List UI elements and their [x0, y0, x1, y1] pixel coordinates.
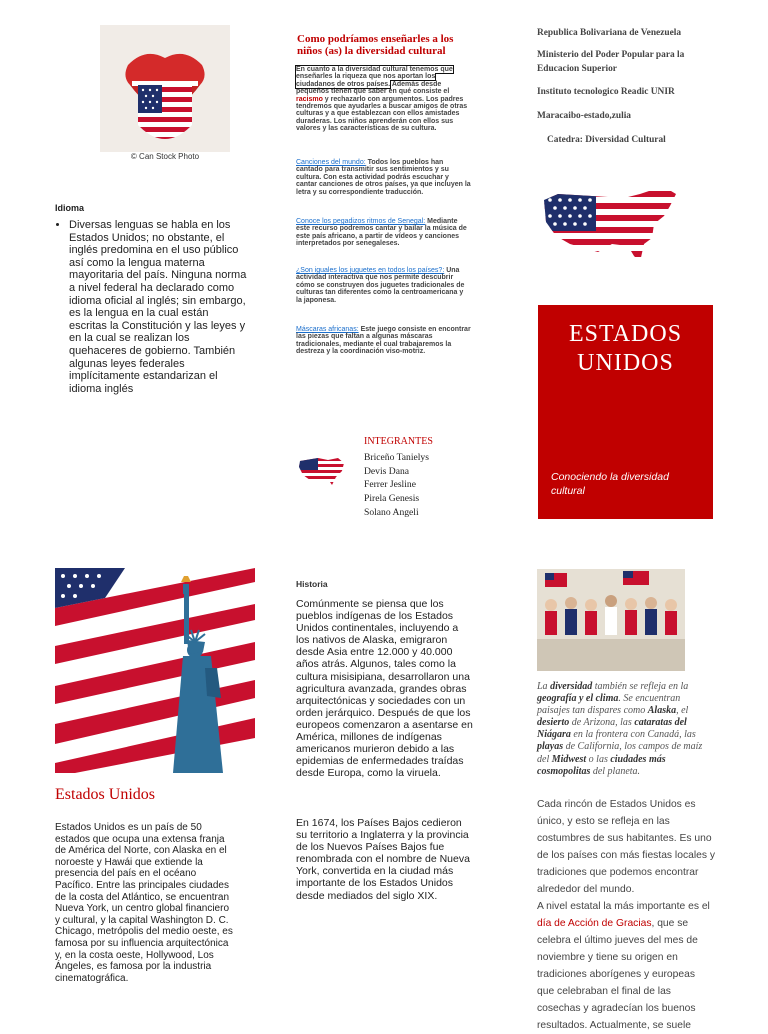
integrantes-heading: INTEGRANTES — [364, 436, 433, 447]
mascaras-link[interactable]: Máscaras africanas: — [296, 326, 359, 333]
text: La — [537, 681, 551, 692]
integrante-item: Ferrer Jesline — [364, 479, 416, 491]
canciones-text: Todos los pueblos han cantado para transmitir sus sentimientos y su cultura. Con esta actividad podrás escuchar y cantar canciones de otros países, ya que incluyen la letra y su correspondiente traducción. — [296, 159, 471, 196]
rincon-text-1: Cada rincón de Estados Unidos es único, y esto se refleja en las costumbres de sus habitantes. Es uno de los países con más fiestas locales y tradiciones que podemos encontrar alrededor del mundo. — [537, 799, 715, 895]
idioma-text: • Diversas lenguas se habla en los Estados Unidos; no obstante, el inglés predomina en el uso público así como la lengua materna mayoritaria del país. Ninguna norma a nivel federal ha declarado como idioma oficial al inglés; sin embargo, es la lengua en la cual están escritas la Constitución y las leyes y en la cual se realizan los quehaceres de gobierno. También algunas leyes federales implícitamente estandarizan el idioma inglés — [69, 219, 249, 395]
text: , el — [676, 705, 689, 717]
mouth-flag-image — [100, 25, 230, 152]
juguetes-link[interactable]: ¿Son iguales los juguetes en todos los países?: — [296, 267, 445, 274]
text: , que se celebra el último jueves del mes de noviembre y tiene su origen en tradiciones aborígenes y europeas que celebraban el final de las cosechas y agradecían los buenos resultados. Actualmente, se suele — [537, 918, 698, 1031]
mascaras-text: Este juego consiste en encontrar las piezas que faltan a algunas máscaras tradicionales, mediante el cual trabajaremos la destreza y la coordinación viso-motriz. — [296, 326, 471, 356]
bold-text: geografía y el clima — [537, 693, 619, 705]
estados-unidos-heading: Estados Unidos — [55, 786, 155, 803]
juguetes-text: Una actividad interactiva que nos permite descubrir cómo se construyen dos juguetes tradicionales de culturas tan diferentes como la centroamericana y la japonesa. — [296, 267, 465, 304]
text: también se refleja en la — [592, 681, 689, 692]
idioma-list — [55, 219, 249, 395]
bold-text: Alaska — [647, 705, 677, 717]
children-flags-photo — [537, 569, 685, 671]
idioma-heading: Idioma — [55, 203, 85, 213]
institution-line: Republica Bolivariana de Venezuela — [537, 28, 682, 38]
accion-gracias-text: día de Acción de Gracias — [537, 918, 652, 929]
juguetes-paragraph — [296, 267, 471, 304]
integrante-item: Solano Angeli — [364, 506, 419, 518]
statue-liberty-flag-image — [55, 568, 255, 773]
institution-line: Maracaibo-estado,zulia — [537, 111, 631, 121]
institution-line: Instituto tecnologico Readic UNIR — [537, 87, 675, 97]
rincon-text-2 — [537, 898, 715, 1034]
text: A nivel estatal la más importante es el — [537, 901, 710, 912]
text: en la frontera con Canadá, las — [570, 729, 696, 741]
integrante-item: Devis Dana — [364, 465, 410, 477]
integrantes-list — [364, 451, 429, 520]
bold-text: desierto — [537, 717, 570, 729]
bold-text: diversidad — [550, 681, 593, 692]
institution-line: Ministerio del Poder Popular para la Educacion Superior — [537, 50, 685, 74]
mascaras-paragraph — [296, 326, 471, 356]
historia-heading: Historia — [296, 579, 328, 589]
integrante-item: Pirela Genesis — [364, 493, 420, 505]
bold-text: Midwest — [551, 753, 587, 765]
text: del planeta. — [590, 765, 641, 777]
intro-text-b: y rechazarlo con argumentos. Los padres tendremos que ayudarles a buscar amigos de otras culturas y a que establezcan con ellos amistades duraderas. Los niños aprenderán con ellos sus valores y las características de su cultura. — [296, 95, 468, 133]
image-credit: © Can Stock Photo — [130, 152, 200, 161]
text: o las — [586, 753, 611, 765]
integrante-item: Briceño Tanielys — [364, 452, 429, 463]
bold-text: playas — [537, 741, 564, 753]
text: de California, los campos de maíz del — [537, 741, 703, 765]
ritmos-text: Mediante este recurso podremos cantar y bailar la música de este país africano, a partir de vídeos y canciones interpretados por senegaleses. — [296, 218, 467, 248]
usa-map-flag-icon — [540, 186, 678, 272]
historia-paragraph: En 1674, los Países Bajos cedieron su territorio a Inglaterra y la provincia de los Nuevos Países Bajos fue renombrada con el nombre de Nueva York, convertida en la ciudad más importante de los Estados Unidos desde mediados del siglo XIX. — [296, 817, 470, 902]
bold-text: cataratas del Niágara — [537, 717, 687, 741]
historia-paragraph: Comúnmente se piensa que los pueblos indígenas de los Estados Unidos continentales, incluyendo a los nativos de Alaska, emigraron desde Asia entre 12.000 y 40.000 años atrás. Algunos, tales como la cultura misisipiana, desarrollaron una agricultura avanzada, grandes obras arquitectónicas y sociedades con un orden jerárquico. Después de que los europeos comenzaron a asentarse en América, millones de indígenas americanos murieron debido a las epidemias de enfermedades traídas desde Europa, como la viruela. — [296, 598, 473, 780]
panel2-title: Como podríamos enseñarles a los niños (as) la diversidad cultural — [297, 33, 454, 57]
canciones-link[interactable]: Canciones del mundo: — [296, 159, 366, 166]
rincon-paragraph — [537, 796, 715, 1034]
ritmos-paragraph — [296, 218, 471, 248]
text: de Arizona, las — [569, 717, 635, 729]
text: . Se encuentran paisajes tan dispares como — [537, 693, 681, 717]
intro-boxed-text: En cuanto a la diversidad cultural tenemos que enseñarles la riqueza que nos aportan los ciudadanos de otros países. — [296, 66, 453, 88]
diversidad-paragraph — [537, 681, 709, 778]
usa-map-flag-small-icon — [298, 455, 346, 488]
ritmos-link[interactable]: Conoce los pegadizos ritmos de Senegal: — [296, 218, 426, 225]
intro-text-a: Además desde pequeños tienen que saber en qué consiste el — [296, 80, 450, 96]
intro-paragraph — [296, 66, 471, 133]
canciones-paragraph — [296, 159, 471, 196]
bold-text: ciudades más cosmopolitas — [537, 753, 666, 777]
estados-unidos-text: Estados Unidos es un país de 50 estados que ocupa una extensa franja de América del Norte, con Alaska en el noroeste y Hawái que extiende la presencia del país en el océano Pacífico. Entre las principales ciudades de la costa del Atlántico, se encuentran Nueva York, un centro global financiero y cultural, y la capital Washington D. C. Chicago, metrópolis del medio oeste, es famosa por su influencia arquitectónica y, en la costa oeste, Hollywood, Los Ángeles, es famosa por la industria cinematográfica. — [55, 822, 233, 984]
cover-subtitle: Conociendo la diversidad cultural — [551, 471, 669, 497]
cover-title: ESTADOS UNIDOS — [568, 321, 683, 376]
racismo-word: racismo — [296, 95, 323, 103]
catedra-line: Catedra: Diversidad Cultural — [547, 135, 666, 145]
